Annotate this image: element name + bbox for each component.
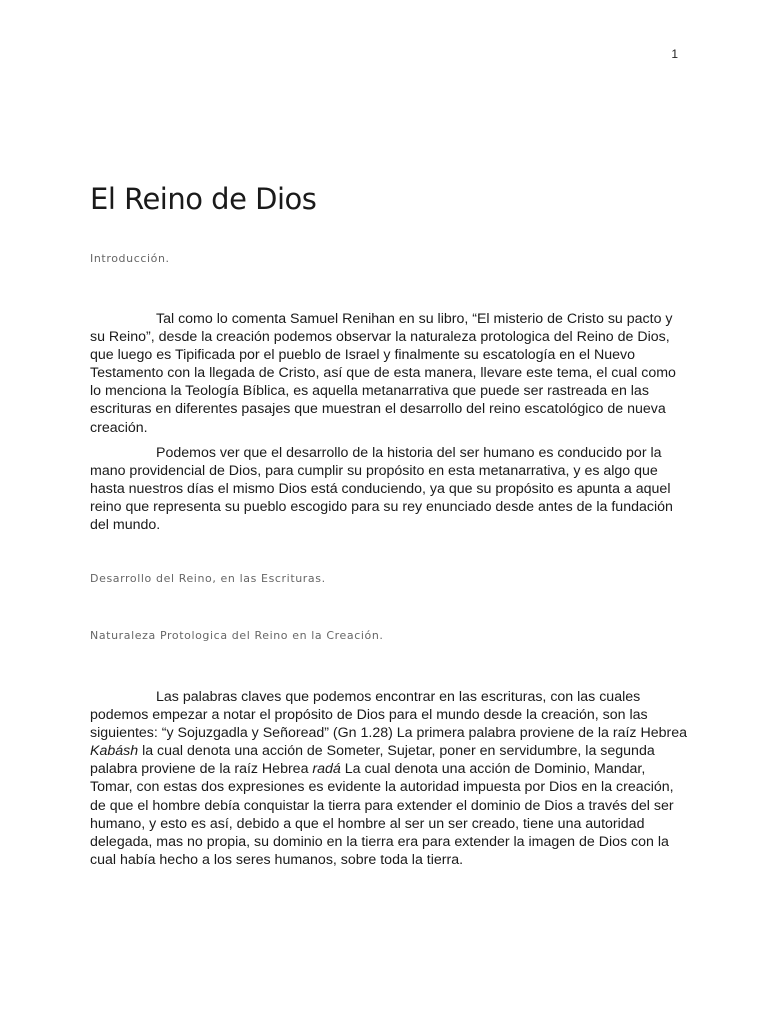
paragraph-renihan: Tal como lo comenta Samuel Renihan en su libro, “El misterio de Cristo su pacto y su Reino”, desde la creación podemos observar la naturaleza protologica del Reino de Dios, que luego es Tipificada por el pueblo de Israel y finalmente su escatología en el Nuevo Testamento con la llegada de Cristo, así que de esta manera, llevare este tema, el cual como lo menciona la Teología Bíblica, es aquella metanarrativa que puede ser rastreada en las escrituras en diferentes pasajes que muestran el desarrollo del reino escatológico de nueva creación.	[90, 311, 676, 436]
intro-text-block	[90, 310, 690, 534]
subheading-naturaleza-protologica: Naturaleza Protologica del Reino en la Creación.	[90, 629, 384, 642]
creation-text-block	[90, 688, 690, 869]
paragraph-historia: Podemos ver que el desarrollo de la historia del ser humano es conducido por la mano providencial de Dios, para cumplir su propósito en esta metanarrativa, y es algo que hasta nuestros días el mismo Dios está conduciendo, ya que su propósito es apunta a aquel reino que representa su pueblo escogido para su rey enunciado desde antes de la fundación del mundo.	[90, 444, 673, 534]
page-number: 1	[671, 47, 678, 61]
text-segment: la cual denota una acción de Someter, Sujetar, poner en servidumbre, la segunda palabra proviene de la raíz Hebrea	[90, 743, 655, 778]
page-title: El Reino de Dios	[90, 182, 317, 216]
hebrew-term-rada: radá	[312, 761, 341, 778]
subheading-desarrollo-del-reino: Desarrollo del Reino, en las Escrituras.	[90, 572, 326, 585]
text-segment: Las palabras claves que podemos encontrar en las escrituras, con las cuales podemos empezar a notar el propósito de Dios para el mundo desde la creación, son las siguientes: “y Sojuzgadla y Señoread” (Gn 1.28) La primera palabra proviene de la raíz Hebrea	[90, 689, 687, 742]
subheading-introduccion: Introducción.	[90, 252, 170, 265]
paragraph-palabras-claves	[90, 688, 690, 869]
hebrew-term-kabash: Kabásh	[90, 743, 139, 760]
text-segment: La cual denota una acción de Dominio, Mandar, Tomar, con estas dos expresiones es evidente la autoridad impuesta por Dios en la creación, de que el hombre debía conquistar la tierra para extender el dominio de Dios a través del ser humano, y esto es así, debido a que el hombre al ser un ser creado, tiene una autoridad delegada, mas no propia, su dominio en la tierra era para extender la imagen de Dios con la cual había hecho a los seres humanos, sobre toda la tierra.	[90, 761, 674, 868]
